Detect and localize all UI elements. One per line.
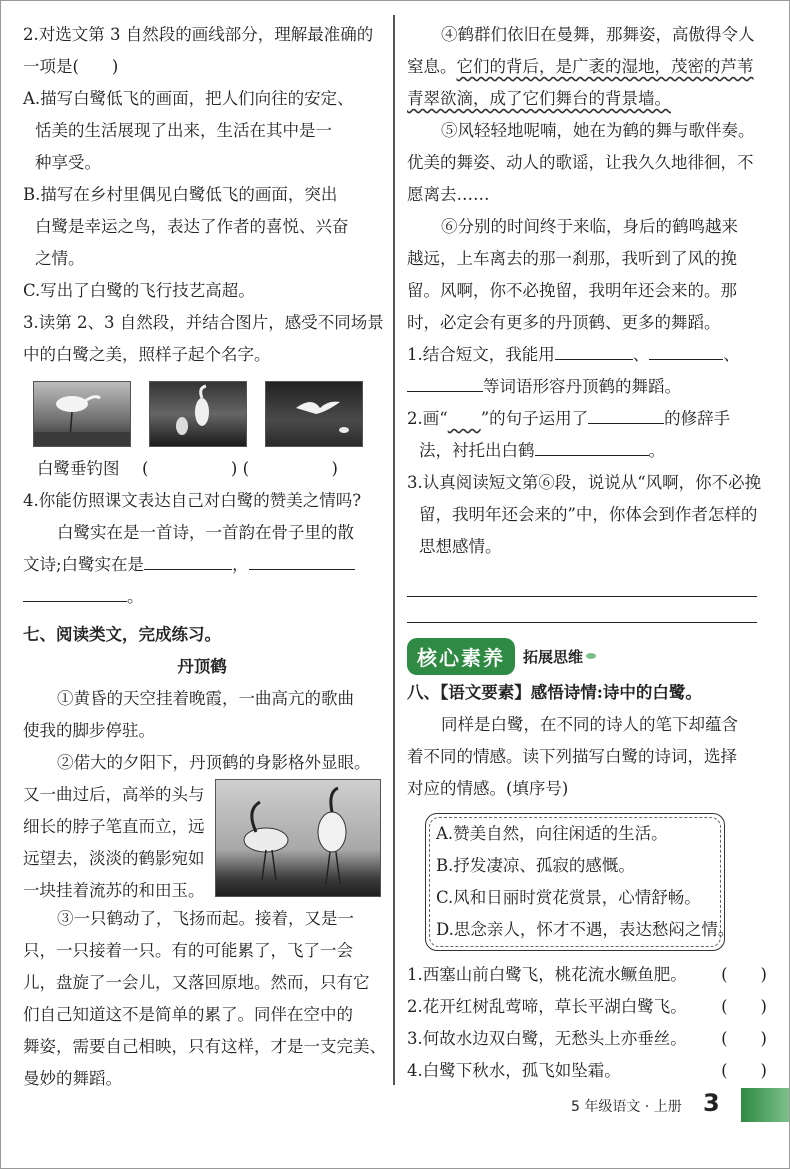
q2-option-b-2: 白鹭是幸运之鸟，表达了作者的喜悦、兴奋 <box>35 217 349 236</box>
rq2-text-4: 法，衬托出白鹤 <box>419 441 535 460</box>
leaf-icon <box>586 653 596 659</box>
q2-option-c: C.写出了白鹭的飞行技艺高超。 <box>23 281 255 300</box>
q2-stem-2[interactable]: 一项是( ) <box>23 57 119 76</box>
para-3-line-5: 舞姿，需要自己相映，只有这样，才是一支完美、 <box>23 1037 386 1056</box>
egret-standing-icon <box>150 382 247 447</box>
q2-stem-1: 2.对选文第 3 自然段的画线部分，理解最准确的 <box>23 25 374 44</box>
rq2-line-2 <box>407 435 767 467</box>
rq2-blank-2[interactable] <box>535 438 649 456</box>
rq3-answer-line-1[interactable] <box>407 571 757 597</box>
rq2-blank-1[interactable] <box>588 406 664 424</box>
para-2-with-image <box>23 779 381 903</box>
rq2-line-1 <box>407 403 767 435</box>
reading-question-1 <box>407 339 767 403</box>
section-7 <box>23 619 386 1095</box>
reading-question-3 <box>407 467 767 623</box>
rq1-sep-1: 、 <box>632 345 650 364</box>
para-3-line-3: 儿，盘旋了一会儿，又落回原地。然而，只有它 <box>23 973 370 992</box>
poem-1-answer[interactable]: ( ) <box>721 965 767 984</box>
para-5-line-3: 愿离去…… <box>407 185 490 204</box>
option-c: C.风和日丽时赏花赏景，心情舒畅。 <box>436 888 701 907</box>
question-4 <box>23 485 381 613</box>
rq1-blank-2[interactable] <box>649 342 723 360</box>
right-column <box>407 19 767 1087</box>
photo-captions <box>23 453 381 485</box>
option-d: D.思念亲人，怀才不遇，表达愁闷之情。 <box>436 920 735 939</box>
q2-option-b-1: B.描写在乡村里偶见白鹭低飞的画面，突出 <box>23 185 338 204</box>
para-3-line-1: ③一只鹤动了，飞扬而起。接着，又是一 <box>57 909 354 928</box>
section-8 <box>407 677 767 1087</box>
corner-tab <box>741 1088 789 1122</box>
rq1-sep-2: 、 <box>723 345 740 364</box>
cranes-photo <box>215 779 381 897</box>
q4-period: 。 <box>127 587 144 606</box>
page-number: 3 <box>703 1089 720 1117</box>
core-literacy-banner <box>407 639 767 673</box>
column-divider <box>393 15 395 1085</box>
para-2-line-2: 又一曲过后，高举的头与 <box>23 785 205 804</box>
egret-fishing-icon <box>34 382 131 447</box>
left-column <box>23 19 386 1095</box>
egret-flying-photo <box>265 381 363 447</box>
para-2-line-3: 细长的脖子笔直而立，远 <box>23 817 205 836</box>
poem-3-answer[interactable]: ( ) <box>721 1029 767 1048</box>
emotion-options-box <box>425 813 735 951</box>
para-6-line-1: ⑥分别的时间终于来临，身后的鹤鸣越来 <box>441 217 738 236</box>
rq3-line-1: 3.认真阅读短文第⑥段，说说从“风啊，你不必挽 <box>407 473 762 492</box>
egret-fishing-photo <box>33 381 131 447</box>
rq1-line-1 <box>407 339 767 371</box>
q3-stem-2: 中的白鹭之美，照样子起个名字。 <box>23 345 271 364</box>
para-3-line-4: 们自己知道这不是简单的累了。同伴在空中的 <box>23 1005 353 1024</box>
option-a: A.赞美自然，向往闲适的生活。 <box>436 824 668 843</box>
wavy-line-marker <box>448 409 481 428</box>
poem-4 <box>407 1055 767 1087</box>
q4-line-3 <box>23 549 381 581</box>
egret-standing-photo <box>149 381 247 447</box>
section-8-intro-3: 对应的情感。(填序号) <box>407 779 569 798</box>
footer-book-title: 5 年级语文 · 上册 <box>571 1099 682 1115</box>
rq1-text-end: 等词语形容丹顶鹤的舞蹈。 <box>483 377 681 396</box>
para-2-line-4: 远望去，淡淡的鹤影宛如 <box>23 849 205 868</box>
rq2-text: 2.画“ <box>407 409 448 428</box>
para-5-line-1: ⑤风轻轻地呢喃，她在为鹤的舞与歌伴奏。 <box>441 121 755 140</box>
poem-1-text: 1.西塞山前白鹭飞，桃花流水鳜鱼肥。 <box>407 965 687 984</box>
para-3-line-2: 只，一只接着一只。有的可能累了，飞了一会 <box>23 941 353 960</box>
rq1-blank-3[interactable] <box>407 374 483 392</box>
q3-stem-1: 3.读第 2、3 自然段，并结合图片，感受不同场景 <box>23 313 384 332</box>
section-8-tag: 【语文要素】 <box>440 683 531 702</box>
article-title: 丹顶鹤 <box>177 657 227 676</box>
option-b: B.抒发凄凉、孤寂的感慨。 <box>436 856 635 875</box>
crane-icon <box>216 780 381 897</box>
q2-option-a-2: 恬美的生活展现了出来，生活在其中是一 <box>35 121 332 140</box>
q4-blank-2[interactable] <box>249 552 355 570</box>
q2-option-a-3: 种享受。 <box>35 153 101 172</box>
para-6-line-2: 越远，上车离去的那一刹那，我听到了风的挽 <box>407 249 737 268</box>
q2-option-a-1: A.描写白鹭低飞的画面，把人们向往的安定、 <box>23 89 354 108</box>
question-2 <box>23 19 381 307</box>
q2-option-b-3: 之情。 <box>35 249 85 268</box>
section-7-heading: 七、阅读类文，完成练习。 <box>23 625 221 644</box>
poem-4-answer[interactable]: ( ) <box>721 1061 767 1080</box>
para-2-line-5: 一块挂着流苏的和田玉。 <box>23 881 205 900</box>
rq2-period: 。 <box>648 441 665 460</box>
q4-line-3-text: 文诗;白鹭实在是 <box>23 555 145 574</box>
egret-flying-icon <box>266 382 363 447</box>
section-8-title: 感悟诗情:诗中的白鹭。 <box>530 683 702 702</box>
para-1-line-2: 使我的脚步停驻。 <box>23 721 155 740</box>
para-4-line-1: ④鹤群们依旧在曼舞，那舞姿，高傲得令人 <box>441 25 755 44</box>
section-8-heading <box>407 677 767 709</box>
rq3-answer-line-2[interactable] <box>407 597 757 623</box>
rq2-text-2: ”的句子运用了 <box>480 409 589 428</box>
poem-2 <box>407 991 767 1023</box>
q4-comma: ， <box>232 555 249 574</box>
para-1-line-1: ①黄昏的天空挂着晚霞，一曲高亢的歌曲 <box>57 689 354 708</box>
q4-blank-1[interactable] <box>144 552 232 570</box>
para-6-line-3: 留。风啊，你不必挽留，我明年还会来的。那 <box>407 281 737 300</box>
q4-stem: 4.你能仿照课文表达自己对白鹭的赞美之情吗? <box>23 491 362 510</box>
para-5-line-2: 优美的舞姿、动人的歌谣，让我久久地徘徊，不 <box>407 153 754 172</box>
section-8-number: 八、 <box>407 683 440 702</box>
q4-line-2: 白鹭实在是一首诗，一首韵在骨子里的散 <box>57 523 354 542</box>
poem-3-text: 3.何故水边双白鹭，无愁头上亦垂丝。 <box>407 1029 687 1048</box>
banner-title: 核心素养 <box>407 638 515 675</box>
caption-egret-fishing: 白鹭垂钓图 <box>37 459 120 478</box>
rq3-line-3: 思想感情。 <box>419 537 502 556</box>
rq1-text: 1.结合短文，我能用 <box>407 345 555 364</box>
rq2-text-3: 的修辞手 <box>664 409 731 428</box>
question-3 <box>23 307 384 485</box>
poem-3 <box>407 1023 767 1055</box>
q4-line-4 <box>23 581 381 613</box>
poem-4-text: 4.白鹭下秋水，孤飞如坠霜。 <box>407 1061 621 1080</box>
rq3-line-2: 留，我明年还会来的”中，你体会到作者怎样的 <box>419 505 758 524</box>
rq1-blank-1[interactable] <box>555 342 633 360</box>
para-2-line-1: ②偌大的夕阳下，丹顶鹤的身影格外显眼。 <box>57 753 371 772</box>
poem-2-answer[interactable]: ( ) <box>721 997 767 1016</box>
caption-blank-2[interactable]: ( ) <box>142 459 238 478</box>
para-4-wavy-sentence-end: 青翠欲滴，成了它们舞台的背景墙。 <box>407 89 671 108</box>
poem-2-text: 2.花开红树乱莺啼，草长平湖白鹭飞。 <box>407 997 687 1016</box>
q4-blank-3[interactable] <box>23 584 127 602</box>
caption-blank-3[interactable]: ( ) <box>242 459 338 478</box>
para-3-line-6: 曼妙的舞蹈。 <box>23 1069 122 1088</box>
rq1-line-2 <box>407 371 767 403</box>
poem-1 <box>407 959 767 991</box>
reading-question-2 <box>407 403 767 467</box>
section-8-intro-1: 同样是白鹭，在不同的诗人的笔下却蕴含 <box>441 715 738 734</box>
egret-photos <box>33 381 381 447</box>
para-4-wavy-sentence: 它们的背后，是广袤的湿地，茂密的芦苇 <box>456 57 754 76</box>
section-8-intro-2: 着不同的情感。读下列描写白鹭的诗词，选择 <box>407 747 737 766</box>
para-4-text: 窒息。 <box>407 57 457 76</box>
para-4-line-2 <box>407 51 767 83</box>
para-4-line-3 <box>407 83 767 115</box>
para-6-line-4: 时，必定会有更多的丹顶鹤、更多的舞蹈。 <box>407 313 721 332</box>
banner-subtitle: 拓展思维 <box>523 647 584 666</box>
